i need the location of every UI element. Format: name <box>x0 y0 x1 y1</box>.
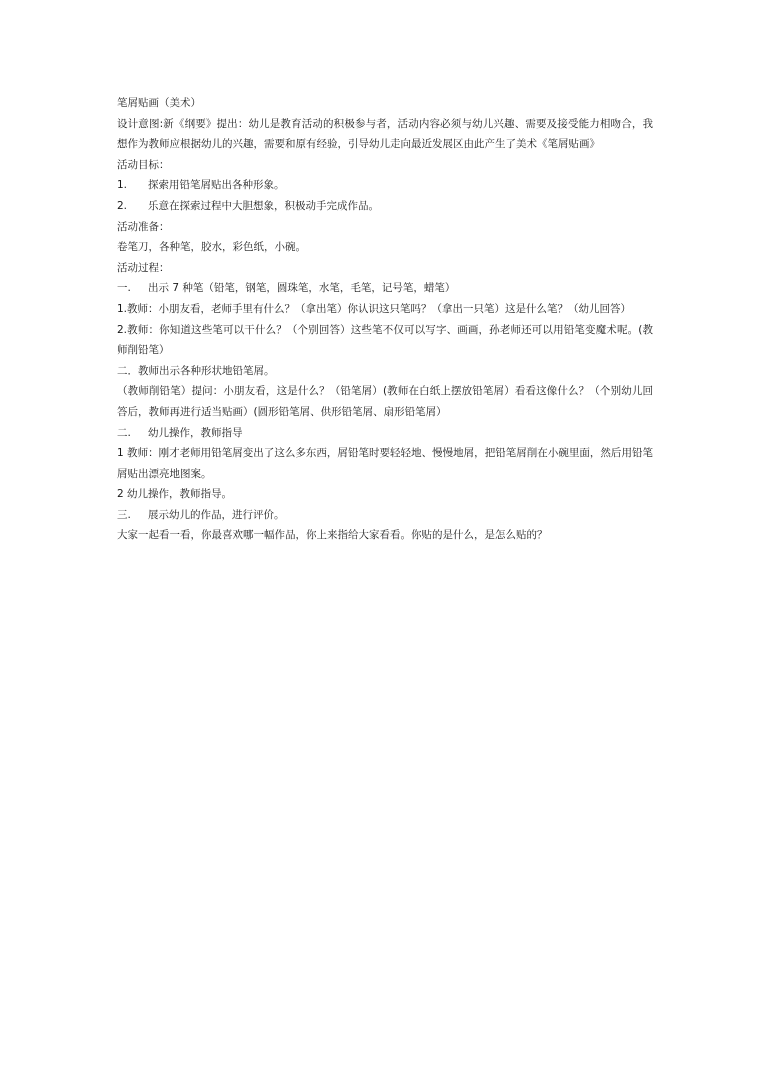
step-three <box>117 423 653 444</box>
goal-item <box>117 196 653 217</box>
step-one <box>117 278 653 299</box>
goal-text: 探索用铅笔屑贴出各种形象。 <box>148 179 285 192</box>
goal-number: 2. <box>117 199 128 212</box>
item-number: 2. <box>117 323 128 336</box>
goals-heading: 活动目标： <box>117 158 170 171</box>
item-number: 2 <box>117 488 124 501</box>
design-intent-paragraph: 设计意图:新《纲要》提出：幼儿是教育活动的积极参与者，活动内容必须与幼儿兴趣、需要及接受能力相吻合，我想作为教师应根据幼儿的兴趣，需要和原有经验，引导幼儿走向最近发展区由此产生了美术《笔屑贴画》 <box>117 117 653 151</box>
goal-number: 1. <box>117 179 128 192</box>
preparation-text: 卷笔刀，各种笔，胶水，彩色纸，小碗。 <box>117 241 306 254</box>
process-heading: 活动过程： <box>117 261 170 274</box>
document-body <box>117 93 653 546</box>
item-text: 教师：刚才老师用铅笔屑变出了这么多东西，屑铅笔时要轻轻地、慢慢地屑，把铅笔屑削在小碗里面，然后用铅笔屑贴出漂亮地图案。 <box>117 447 653 480</box>
item-text: 幼儿操作，教师指导。 <box>127 488 233 501</box>
step-three-item <box>117 484 653 505</box>
step-three-item <box>117 443 653 484</box>
step-number: 三. <box>117 508 131 521</box>
document-title: 笔屑贴画（美术） <box>117 97 201 109</box>
step-two: 二．教师出示各种形状地铅笔屑。 <box>117 364 275 377</box>
item-text: 教师：小朋友看，老师手里有什么？（拿出笔）你认识这只笔吗？（拿出一只笔）这是什么笔？（幼儿回答） <box>127 302 632 315</box>
step-text: 出示 7 种笔（铅笔，钢笔，圆珠笔，水笔，毛笔，记号笔，蜡笔） <box>148 282 456 295</box>
item-number: 1 <box>117 447 124 460</box>
step-two-text: （教师削铅笔）提问：小朋友看，这是什么？（铅笔屑）(教师在白纸上摆放铅笔屑）看看这像什么？（个别幼儿回答后，教师再进行适当贴画）(圆形铅笔屑、供形铅笔屑、扇形铅笔屑） <box>117 385 653 418</box>
step-four <box>117 505 653 526</box>
step-one-item <box>117 299 653 320</box>
step-number: 二. <box>117 426 131 439</box>
step-number: 一. <box>117 282 131 295</box>
goal-item <box>117 175 653 196</box>
step-text: 幼儿操作，教师指导 <box>148 426 243 439</box>
item-text: 教师：你知道这些笔可以干什么？（个别回答）这些笔不仅可以写字、画画，孙老师还可以用铅笔变魔术呢。(教师削铅笔） <box>117 323 653 357</box>
goal-text: 乐意在探索过程中大胆想象，积极动手完成作品。 <box>148 199 379 212</box>
preparation-heading: 活动准备： <box>117 220 170 233</box>
item-number: 1. <box>117 302 128 315</box>
step-text: 展示幼儿的作品，进行评价。 <box>148 508 285 521</box>
closing-text: 大家一起看一看，你最喜欢哪一幅作品，你上来指给大家看看。你贴的是什么，是怎么贴的？ <box>117 529 548 542</box>
step-one-item <box>117 320 653 361</box>
